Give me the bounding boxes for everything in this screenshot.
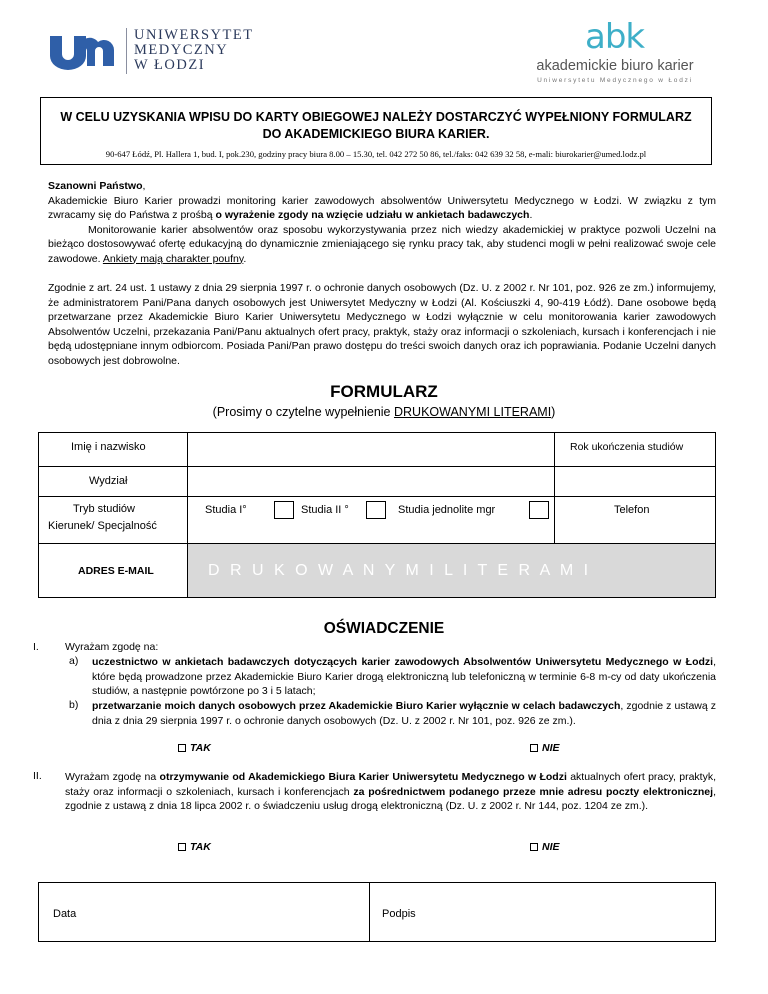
checkbox-icon[interactable]	[530, 843, 538, 851]
signature-input[interactable]: Podpis	[369, 882, 716, 942]
consent-ii-yes[interactable]: TAK	[178, 841, 211, 853]
greeting: Szanowni Państwo	[48, 180, 143, 192]
consent-i-no[interactable]: NIE	[530, 742, 560, 754]
um-logo	[48, 28, 268, 76]
item-a-letter: a)	[69, 655, 79, 667]
mode-option-1-label: Studia I°	[205, 504, 247, 516]
um-logo-divider	[126, 28, 127, 74]
section-i-lead: Wyrażam zgodę na:	[65, 641, 159, 653]
faculty-label-cell: Wydział	[38, 466, 188, 497]
checkbox-icon[interactable]	[178, 744, 186, 752]
name-input[interactable]	[187, 432, 555, 467]
date-input[interactable]: Data	[38, 882, 370, 942]
um-logo-mark-icon	[48, 32, 116, 70]
mode-option-2-label: Studia II °	[301, 504, 349, 516]
contact-line: 90-647 Łódź, Pl. Hallera 1, bud. I, pok.230, godziny pracy biura 8.00 – 15.30, tel. 042 272 50 86, tel./faks: 042 639 32 58, e-mali: biurokarier@umed.lodz.pl	[105, 149, 647, 159]
gdpr-paragraph: Zgodnie z art. 24 ust. 1 ustawy z dnia 29 sierpnia 1997 r. o ochronie danych osobowych (Dz. U. z 2002 r. Nr 101, poz. 926 ze zm.) informujemy, że administratorem Pani/Pana danych osobowych jest Uniwersytet Medyczny w Łodzi (Al. Kościuszki 4, 90-419 Łódź). Dane osobowe będą przetwarzane przez Akademickie Biuro Karier Uniwersytetu Medycznego w Łodzi wyłącznie w celu monitorowania karier zawodowych Absolwentów Uczelni, przekazania Pani/Panu aktualnych ofert pracy, praktyk, staży oraz informacji o szkoleniach, kursach i konferencjach i nie będą udostępniane innym odbiorcom. Posiada Pani/Pan prawo dostępu do treści swoich danych oraz ich poprawiania. Podanie Uczelni danych osobowych jest dobrowolne.	[48, 282, 716, 367]
info-title: W CELU UZYSKANIA WPISU DO KARTY OBIEGOWEJ NALEŻY DOSTARCZYĆ WYPEŁNIONY FORMULARZ DO AKADEMICKIEGO BIURA KARIER.	[60, 110, 692, 141]
consent-i-yes[interactable]: TAK	[178, 742, 211, 754]
checkbox-icon[interactable]	[530, 744, 538, 752]
graduation-year-input[interactable]: Rok ukończenia studiów	[554, 432, 716, 467]
section-ii-number: II.	[33, 770, 42, 782]
mode-option-3-label: Studia jednolite mgr	[398, 504, 496, 516]
consent-ii-no[interactable]: NIE	[530, 841, 560, 853]
form-title: FORMULARZ	[330, 382, 438, 401]
mode-option-3-checkbox[interactable]	[529, 501, 549, 519]
email-label-cell: ADRES E-MAIL	[38, 543, 188, 598]
mode-label-cell: Tryb studiów Kierunek/ Specjalność	[38, 496, 188, 544]
info-box	[40, 97, 712, 165]
mode-option-1-checkbox[interactable]	[274, 501, 294, 519]
mode-option-2-checkbox[interactable]	[366, 501, 386, 519]
abk-logo-name: akademickie biuro karier	[536, 58, 694, 74]
abk-logo-mark: abk	[585, 17, 645, 57]
faculty-input[interactable]	[187, 466, 555, 497]
um-logo-text: UNIWERSYTET MEDYCZNY W ŁODZI	[134, 27, 254, 73]
section-i-number: I.	[33, 641, 39, 653]
intro-paragraph-1: Szanowni Państwo, Akademickie Biuro Karier prowadzi monitoring karier zawodowych absolwentów Uniwersytetu Medycznego w Łodzi. W związku z tym zwracamy się do Państwa z prośbą o wyrażenie zgody na wzięcie udziału w ankietach badawczych. Monitorowanie karier absolwentów oraz sposobu wykorzystywania przez nich wiedzy akademickiej w praktyce pozwoli Uczelni na bieżąco dostosowywać ofertę edukacyjną do dynamicznie zmieniającego się rynku pracy tak, aby studenci mogli w pełni realizować swoje cele zawodowe. Ankiety mają charakter poufny.	[48, 180, 716, 265]
form-subtitle: (Prosimy o czytelne wypełnienie DRUKOWANYMI LITERAMI)	[212, 405, 556, 419]
email-hint: D R U K O W A N Y M I L I T E R A M I	[208, 562, 589, 579]
mode-specialty-cell	[187, 496, 555, 544]
checkbox-icon[interactable]	[178, 843, 186, 851]
item-b-text: przetwarzanie moich danych osobowych przez Akademickie Biuro Karier wyłącznie w celach badawczych, zgodnie z ustawą z dnia z dnia 29 sierpnia 1997 r. o ochronie danych osobowych (Dz. U. z 2002 r. Nr 101, poz. 926 ze zm.).	[92, 700, 717, 727]
abk-logo-subtitle: Uniwersytetu Medycznego w Łodzi	[537, 77, 693, 84]
phone-input[interactable]: Telefon	[554, 496, 716, 544]
item-a-text: uczestnictwo w ankietach badawczych dotyczących karier zawodowych Absolwentów Uniwersytetu Medycznego w Łodzi, które będą prowadzone przez Akademickie Biuro Karier drogą elektroniczną lub telefoniczną w terminie 6-8 m-cy od daty ukończenia studiów, a następnie powtórzone po 3 i 5 latach;	[92, 656, 716, 697]
declaration-title: OŚWIADCZENIE	[323, 620, 445, 637]
name-label-cell: Imię i nazwisko	[38, 432, 188, 467]
year-input-continued[interactable]	[554, 466, 716, 497]
section-ii-text: Wyrażam zgodę na otrzymywanie od Akademickiego Biura Karier Uniwersytetu Medycznego w Łodzi aktualnych ofert pracy, praktyk, staży oraz informacji o szkoleniach, kursach i konferencjach za pośrednictwem podanego przeze mnie adresu poczty elektronicznej, zgodnie z ustawą z dnia 18 lipca 2002 r. o świadczeniu usług drogą elektroniczną (Dz. U. z 2002 r. Nr 144, poz. 1204 ze zm.).	[65, 771, 717, 812]
item-b-letter: b)	[69, 699, 79, 711]
abk-logo	[525, 18, 705, 88]
